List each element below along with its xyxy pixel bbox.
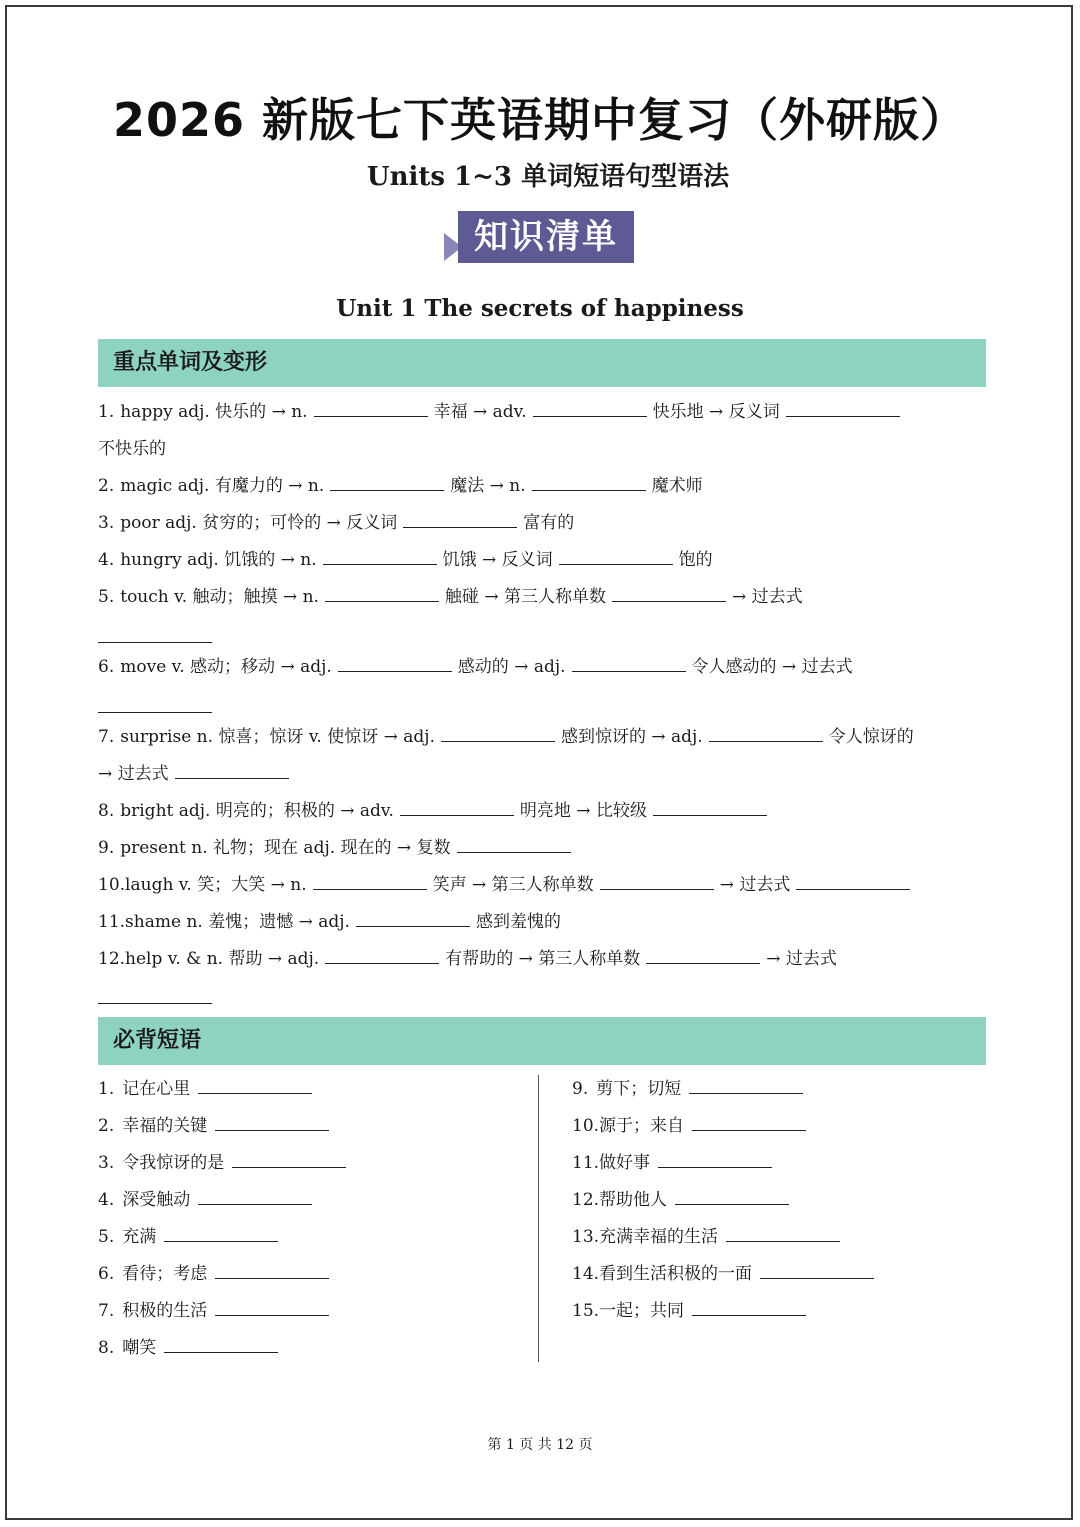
item-text: → 过去式 (731, 587, 803, 607)
item-text: 令人感动的 → 过去式 (691, 657, 853, 677)
item-number: 8. (98, 1338, 115, 1358)
word-item (98, 725, 914, 749)
phrase-item (98, 1114, 335, 1138)
item-text: 看待；考虑 (122, 1264, 208, 1284)
item-number: 7. (98, 727, 115, 747)
answer-blank[interactable] (675, 1188, 789, 1205)
answer-blank[interactable] (198, 1188, 312, 1205)
answer-blank[interactable] (600, 873, 714, 890)
phrase-item (572, 1151, 778, 1175)
item-number: 14. (572, 1264, 600, 1284)
item-text: 饥饿 → 反义词 (442, 550, 553, 570)
answer-blank[interactable] (533, 400, 647, 417)
item-text: 饱的 (678, 550, 713, 570)
answer-blank[interactable] (559, 548, 673, 565)
item-text: 源于；来自 (599, 1116, 685, 1136)
answer-blank[interactable] (689, 1077, 803, 1094)
page-subtitle: Units 1~3 单词短语句型语法 (366, 162, 730, 192)
item-text: 记在心里 (122, 1079, 191, 1099)
phrase-item (98, 1262, 335, 1286)
word-item (98, 474, 703, 498)
answer-blank[interactable] (325, 947, 439, 964)
answer-blank[interactable] (612, 585, 726, 602)
item-text: move v. 感动；移动 → adj. (120, 657, 332, 677)
item-text: 明亮地 → 比较级 (519, 801, 647, 821)
item-text: help v. & n. 帮助 → adj. (125, 949, 320, 969)
word-item (98, 799, 773, 823)
answer-blank[interactable] (198, 1077, 312, 1094)
answer-blank[interactable] (658, 1151, 772, 1168)
item-text: 快乐地 → 反义词 (652, 402, 780, 422)
answer-blank[interactable] (313, 873, 427, 890)
item-text: 剪下；切短 (596, 1079, 682, 1099)
item-text: hungry adj. 饥饿的 → n. (120, 550, 317, 570)
item-text: present n. 礼物；现在 adj. 现在的 → 复数 (120, 838, 451, 858)
item-number: 8. (98, 801, 115, 821)
item-text: → 过去式 (766, 949, 837, 969)
word-item-continued (98, 437, 166, 461)
item-number: 6. (98, 1264, 115, 1284)
item-number: 11. (98, 912, 126, 932)
item-text: magic adj. 有魔力的 → n. (120, 476, 325, 496)
page-footer: 第 1 页 共 12 页 (487, 1437, 593, 1453)
answer-blank[interactable] (653, 799, 767, 816)
page-title: 2026 新版七下英语期中复习（外研版） (112, 93, 968, 147)
item-text: → 过去式 (98, 764, 169, 784)
word-item (98, 548, 713, 572)
answer-blank[interactable] (215, 1262, 329, 1279)
answer-blank[interactable] (338, 655, 452, 672)
word-item (98, 873, 916, 897)
section-header-words (98, 339, 986, 387)
item-number: 5. (98, 1227, 115, 1247)
item-number: 15. (572, 1301, 600, 1321)
item-number: 5. (98, 587, 115, 607)
answer-blank[interactable] (330, 474, 444, 491)
phrase-item (98, 1225, 284, 1249)
phrase-item (572, 1077, 809, 1101)
item-text: bright adj. 明亮的；积极的 → adv. (120, 801, 394, 821)
item-text: 笑声 → 第三人称单数 (432, 875, 594, 895)
item-text: 嘲笑 (122, 1338, 157, 1358)
answer-blank[interactable] (356, 910, 470, 927)
item-number: 10. (572, 1116, 600, 1136)
item-text: 感动的 → adj. (457, 657, 566, 677)
item-text: 触碰 → 第三人称单数 (444, 587, 606, 607)
answer-blank[interactable] (646, 947, 760, 964)
item-text: 令我惊讶的是 (122, 1153, 225, 1173)
answer-blank[interactable] (692, 1114, 806, 1131)
item-text: surprise n. 惊喜；惊讶 v. 使惊讶 → adj. (120, 727, 435, 747)
item-text: 富有的 (523, 513, 575, 533)
item-number: 13. (572, 1227, 600, 1247)
answer-blank[interactable] (709, 725, 823, 742)
answer-blank[interactable] (232, 1151, 346, 1168)
phrase-item (572, 1188, 795, 1212)
answer-blank[interactable] (572, 655, 686, 672)
item-text: shame n. 羞愧；遗憾 → adj. (125, 912, 350, 932)
word-item (98, 947, 837, 971)
word-item (98, 655, 853, 679)
word-item (98, 836, 577, 860)
item-number: 3. (98, 1153, 115, 1173)
item-text: 充满幸福的生活 (599, 1227, 719, 1247)
word-item (98, 910, 561, 934)
item-number: 1. (98, 402, 115, 422)
badge-label: 知识清单 (458, 211, 634, 263)
item-text: touch v. 触动；触摸 → n. (120, 587, 319, 607)
phrase-item (98, 1188, 318, 1212)
answer-blank[interactable] (215, 1114, 329, 1131)
item-text: poor adj. 贫穷的；可怜的 → 反义词 (120, 513, 398, 533)
item-number: 2. (98, 476, 115, 496)
section-header-phrases (98, 1017, 986, 1065)
answer-blank[interactable] (796, 873, 910, 890)
phrase-item (572, 1262, 880, 1286)
item-number: 12. (98, 949, 126, 969)
word-item (98, 400, 906, 424)
answer-blank[interactable] (164, 1336, 278, 1353)
phrase-item (572, 1225, 846, 1249)
item-text: 深受触动 (122, 1190, 191, 1210)
item-text: 魔术师 (651, 476, 703, 496)
answer-blank[interactable] (98, 712, 212, 713)
item-text: 感到惊讶的 → adj. (560, 727, 703, 747)
unit-title: Unit 1 The secrets of happiness (336, 295, 744, 322)
item-number: 12. (572, 1190, 600, 1210)
word-item (98, 511, 574, 535)
item-text: 不快乐的 (98, 439, 166, 459)
item-text: happy adj. 快乐的 → n. (120, 402, 308, 422)
item-number: 10. (98, 875, 126, 895)
item-text: 积极的生活 (122, 1301, 208, 1321)
phrase-item (98, 1299, 335, 1323)
item-text: 幸福的关键 (122, 1116, 208, 1136)
answer-blank[interactable] (692, 1299, 806, 1316)
answer-blank[interactable] (457, 836, 571, 853)
item-text: 充满 (122, 1227, 157, 1247)
knowledge-list-badge (444, 211, 634, 263)
item-text: 做好事 (599, 1153, 651, 1173)
answer-blank[interactable] (532, 474, 646, 491)
answer-blank[interactable] (314, 400, 428, 417)
answer-blank[interactable] (786, 400, 900, 417)
answer-blank[interactable] (175, 762, 289, 779)
item-text: → 过去式 (719, 875, 791, 895)
phrase-item (572, 1299, 812, 1323)
word-item-continued (98, 762, 295, 786)
item-number: 6. (98, 657, 115, 677)
item-number: 9. (98, 838, 115, 858)
answer-blank[interactable] (215, 1299, 329, 1316)
phrase-item (572, 1114, 812, 1138)
column-divider (538, 1075, 539, 1362)
item-number: 9. (572, 1079, 589, 1099)
item-text: laugh v. 笑；大笑 → n. (125, 875, 307, 895)
answer-blank[interactable] (726, 1225, 840, 1242)
item-number: 4. (98, 1190, 115, 1210)
answer-blank[interactable] (98, 1003, 212, 1004)
answer-blank[interactable] (403, 511, 517, 528)
answer-blank[interactable] (760, 1262, 874, 1279)
item-number: 1. (98, 1079, 115, 1099)
phrase-item (98, 1336, 284, 1360)
item-number: 7. (98, 1301, 115, 1321)
item-text: 魔法 → n. (450, 476, 526, 496)
answer-blank[interactable] (400, 799, 514, 816)
answer-blank[interactable] (164, 1225, 278, 1242)
answer-blank[interactable] (325, 585, 439, 602)
section-title: 必背短语 (113, 1028, 202, 1053)
item-number: 4. (98, 550, 115, 570)
phrase-item (98, 1151, 352, 1175)
item-text: 令人惊讶的 (828, 727, 914, 747)
item-text: 感到羞愧的 (475, 912, 561, 932)
answer-blank[interactable] (98, 642, 212, 643)
answer-blank[interactable] (441, 725, 555, 742)
item-text: 一起；共同 (599, 1301, 685, 1321)
item-text: 有帮助的 → 第三人称单数 (445, 949, 641, 969)
word-item (98, 585, 803, 609)
item-number: 3. (98, 513, 115, 533)
item-text: 幸福 → adv. (433, 402, 527, 422)
phrase-item (98, 1077, 318, 1101)
answer-blank[interactable] (323, 548, 437, 565)
item-text: 帮助他人 (599, 1190, 668, 1210)
item-text: 看到生活积极的一面 (599, 1264, 753, 1284)
section-title: 重点单词及变形 (113, 350, 268, 375)
item-number: 11. (572, 1153, 600, 1173)
item-number: 2. (98, 1116, 115, 1136)
